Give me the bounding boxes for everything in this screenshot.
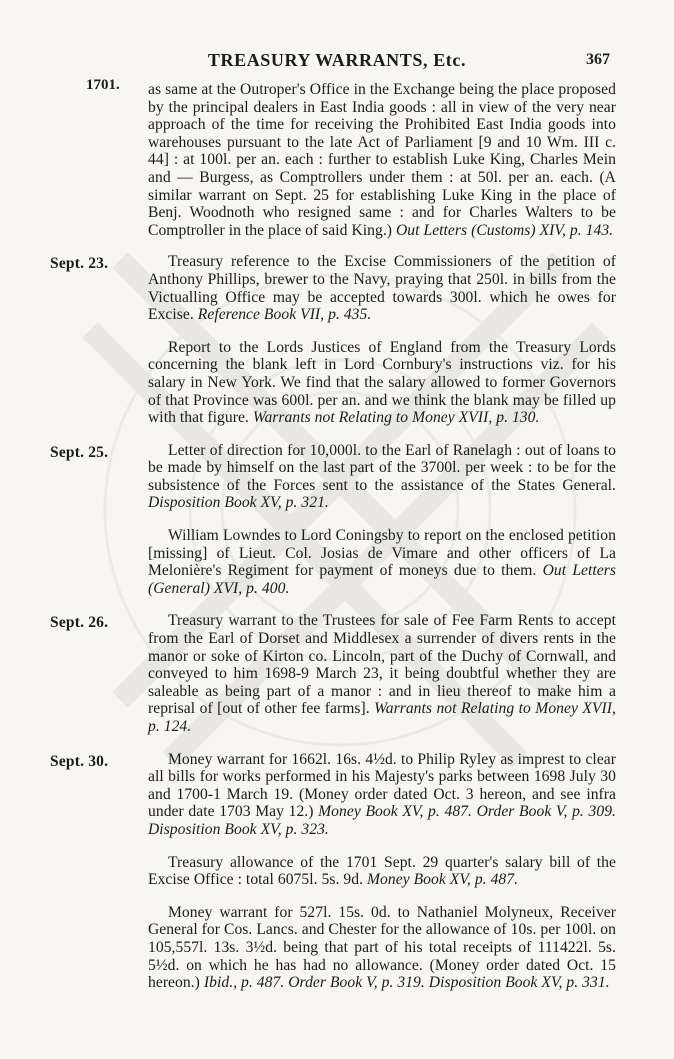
- entry-reference: Money Book XV, p. 487.: [366, 871, 519, 889]
- entry-date: [50, 904, 148, 992]
- entry-body: Treasury reference to the Excise Commissioners of the petition of Anthony Phillips, brewer to the Navy, praying that 250l. in bills from the Victualling Office may be accepted towards 300l. which he owes for Excise.: [148, 253, 616, 324]
- margin-year: 1701.: [86, 77, 120, 93]
- running-header: [0, 50, 674, 74]
- entry-date: Sept. 23.: [50, 255, 109, 273]
- entry-date: Sept. 26.: [50, 614, 109, 632]
- entry-text: [148, 751, 616, 839]
- entry-body: Money warrant for 1662l. 16s. 4½d. to Philip Ryley as imprest to clear all bills for works performed in his Majesty's parks between 1698 July 30 and 1700-1 March 19. (Money order dated Oct. 3 hereon, and see infra under date 1703 May 12.): [148, 750, 616, 821]
- entry-date: [50, 527, 148, 597]
- entry-reference: Disposition Book XV, p. 321.: [148, 494, 329, 512]
- entry-text: [148, 442, 616, 512]
- entry-body: Treasury warrant to the Trustees for sale of Fee Farm Rents to accept from the Earl of Dorset and Middlesex a surrender of divers rents in the manor or soke of Kirton co. Lincoln, part of the Duchy of Cornwall, and conveyed to him 1698-9 March 23, it being doubtful whether they are saleable as being part of a manor : and in lieu thereof to make him a reprisal of [out of other fee farms].: [148, 612, 616, 718]
- page-number: 367: [586, 51, 610, 68]
- entry-reference: Reference Book VII, p. 435.: [197, 306, 372, 324]
- entry-date: [50, 854, 148, 889]
- entry-date: Sept. 30.: [50, 752, 109, 770]
- entry-body: William Lowndes to Lord Coningsby to report on the enclosed petition [missing] of Lieut. Col. Josias de Vimare and other officers of La Melonière's Regiment for payment of moneys due to them.: [148, 527, 616, 580]
- entry: [50, 854, 630, 889]
- entry-body: Letter of direction for 10,000l. to the Earl of Ranelagh : out of loans to be made by himself on the last part of the 3700l. per week : to be for the subsistence of the Forces sent to the assistance of the States General.: [148, 441, 616, 494]
- entry-reference: Ibid., p. 487. Order Book V, p. 319. Disposition Book XV, p. 331.: [203, 974, 610, 992]
- entry-body: Report to the Lords Justices of England from the Treasury Lords concerning the blank left in Lord Cornbury's instructions viz. for his salary in New York. We find that the salary allowed to former Governors of that Province was 600l. per an. and we think the blank may be filled up with that figure.: [148, 338, 616, 427]
- entry-date: [50, 81, 148, 239]
- entry-reference: Warrants not Relating to Money XVII, p. 124.: [148, 700, 616, 735]
- entry-text: [148, 81, 616, 239]
- entry-date: Sept. 25.: [50, 443, 109, 461]
- entry-text: [148, 527, 616, 597]
- header-title: TREASURY WARRANTS, Etc.: [207, 50, 467, 70]
- entry-text: [148, 854, 616, 889]
- entry: [50, 527, 630, 597]
- entry: [50, 81, 630, 239]
- entry-text: [148, 253, 616, 323]
- entry: [50, 904, 630, 992]
- entry-reference: Out Letters (General) XVI, p. 400.: [148, 562, 617, 597]
- entry-text: [148, 339, 616, 427]
- entry: [50, 612, 630, 735]
- entry-reference: Out Letters (Customs) XIV, p. 143.: [395, 221, 614, 239]
- entry-reference: Money Book XV, p. 487. Order Book V, p. 309. Disposition Book XV, p. 323.: [148, 803, 616, 838]
- entry-body: as same at the Outroper's Office in the Exchange being the place proposed by the principal dealers in East India goods : all in view of the very near approach of the time for receiving the Prohibited East India goods into warehouses pursuant to the late Act of Parliament [9 and 10 Wm. III c. 44] : at 100l. per an. each : further to establish Luke King, Charles Mein and — Burgess, as Comptrollers under them : at 50l. per an. each. (A similar warrant on Sept. 25 for establishing Luke King in the place of Benj. Woodnoth who resigned same : and for Charles Walters to be Comptroller in the place of said King.): [148, 81, 616, 239]
- entry: [50, 442, 630, 512]
- entry-date: [50, 339, 148, 427]
- entry-body: Treasury allowance of the 1701 Sept. 29 quarter's salary bill of the Excise Office : total 6075l. 5s. 9d.: [148, 853, 616, 889]
- entry: [50, 751, 630, 839]
- entry-text: [148, 904, 616, 992]
- entry-body: Money warrant for 527l. 15s. 0d. to Nathaniel Molyneux, Receiver General for Cos. Lancs. and Chester for the allowance of 10s. per 100l. on 105,557l. 13s. 3½d. being that part of his total receipts of 111422l. 5s. 5½d. on which he has had no allowance. (Money order dated Oct. 15 hereon.): [148, 903, 616, 992]
- entry-reference: Warrants not Relating to Money XVII, p. 130.: [252, 409, 540, 427]
- entry: [50, 253, 630, 323]
- entry: [50, 339, 630, 427]
- entry-text: [148, 612, 616, 735]
- entries-list: [50, 81, 630, 1007]
